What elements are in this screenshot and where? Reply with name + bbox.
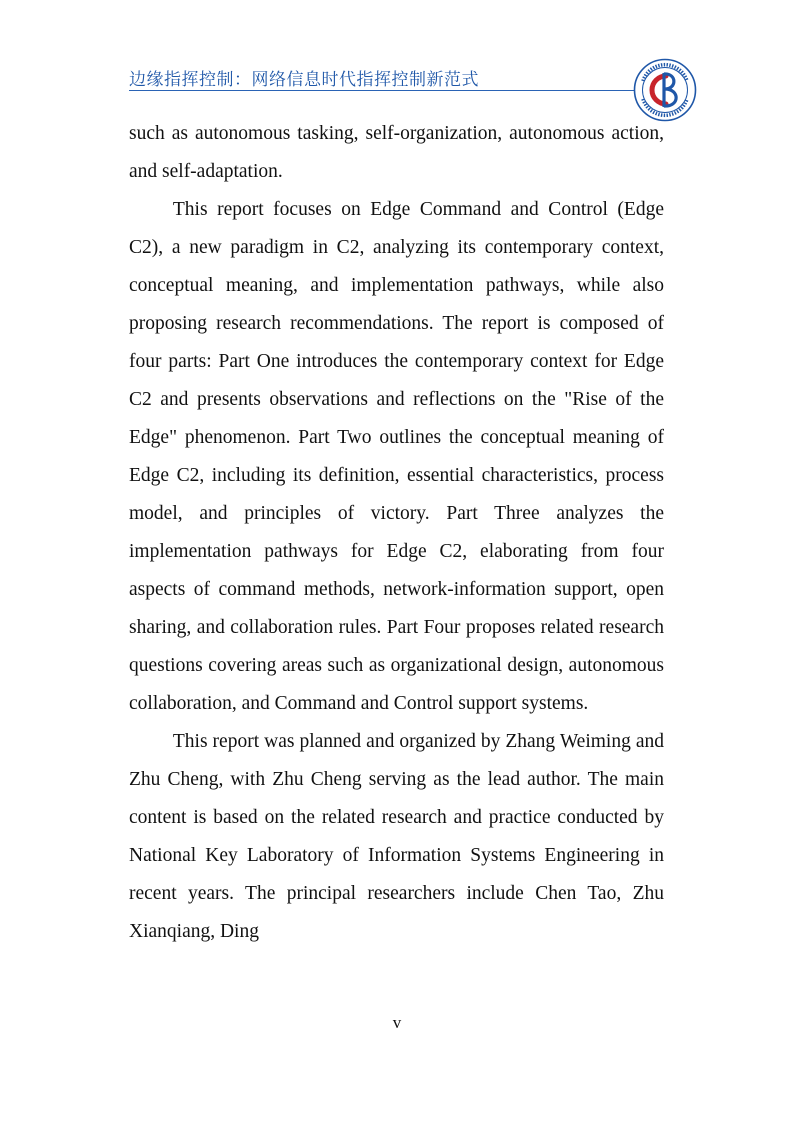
header-rule bbox=[129, 90, 634, 91]
body-text bbox=[129, 115, 664, 951]
page-number: v bbox=[392, 1013, 402, 1032]
page-header bbox=[129, 58, 697, 118]
paragraph-authors: This report was planned and organized by Zhang Weiming and Zhu Cheng, with Zhu Cheng serving as the lead author. The main content is based on the related research and practice conducted by National Key Laboratory of Information Systems Engineering in recent years. The principal researchers include Chen Tao, Zhu Xianqiang, Ding bbox=[129, 731, 664, 942]
paragraph-report-focus: This report focuses on Edge Command and Control (Edge C2), a new paradigm in C2, analyzing its contemporary context, conceptual meaning, and implementation pathways, while also proposing research recommendations. The report is composed of four parts: Part One introduces the contemporary context for Edge C2 and presents observations and reflections on the "Rise of the Edge" phenomenon. Part Two outlines the conceptual meaning of Edge C2, including its definition, essential characteristics, process model, and principles of victory. Part Three analyzes the implementation pathways for Edge C2, elaborating from four aspects of command methods, network-information support, open sharing, and collaboration rules. Part Four proposes related research questions covering areas such as organizational design, autonomous collaboration, and Command and Control support systems. bbox=[129, 199, 664, 714]
institution-seal-icon bbox=[633, 58, 697, 122]
running-header-title: 边缘指挥控制：网络信息时代指挥控制新范式 bbox=[129, 70, 479, 90]
paragraph-continuation: such as autonomous tasking, self-organization, autonomous action, and self-adaptation. bbox=[129, 123, 664, 182]
